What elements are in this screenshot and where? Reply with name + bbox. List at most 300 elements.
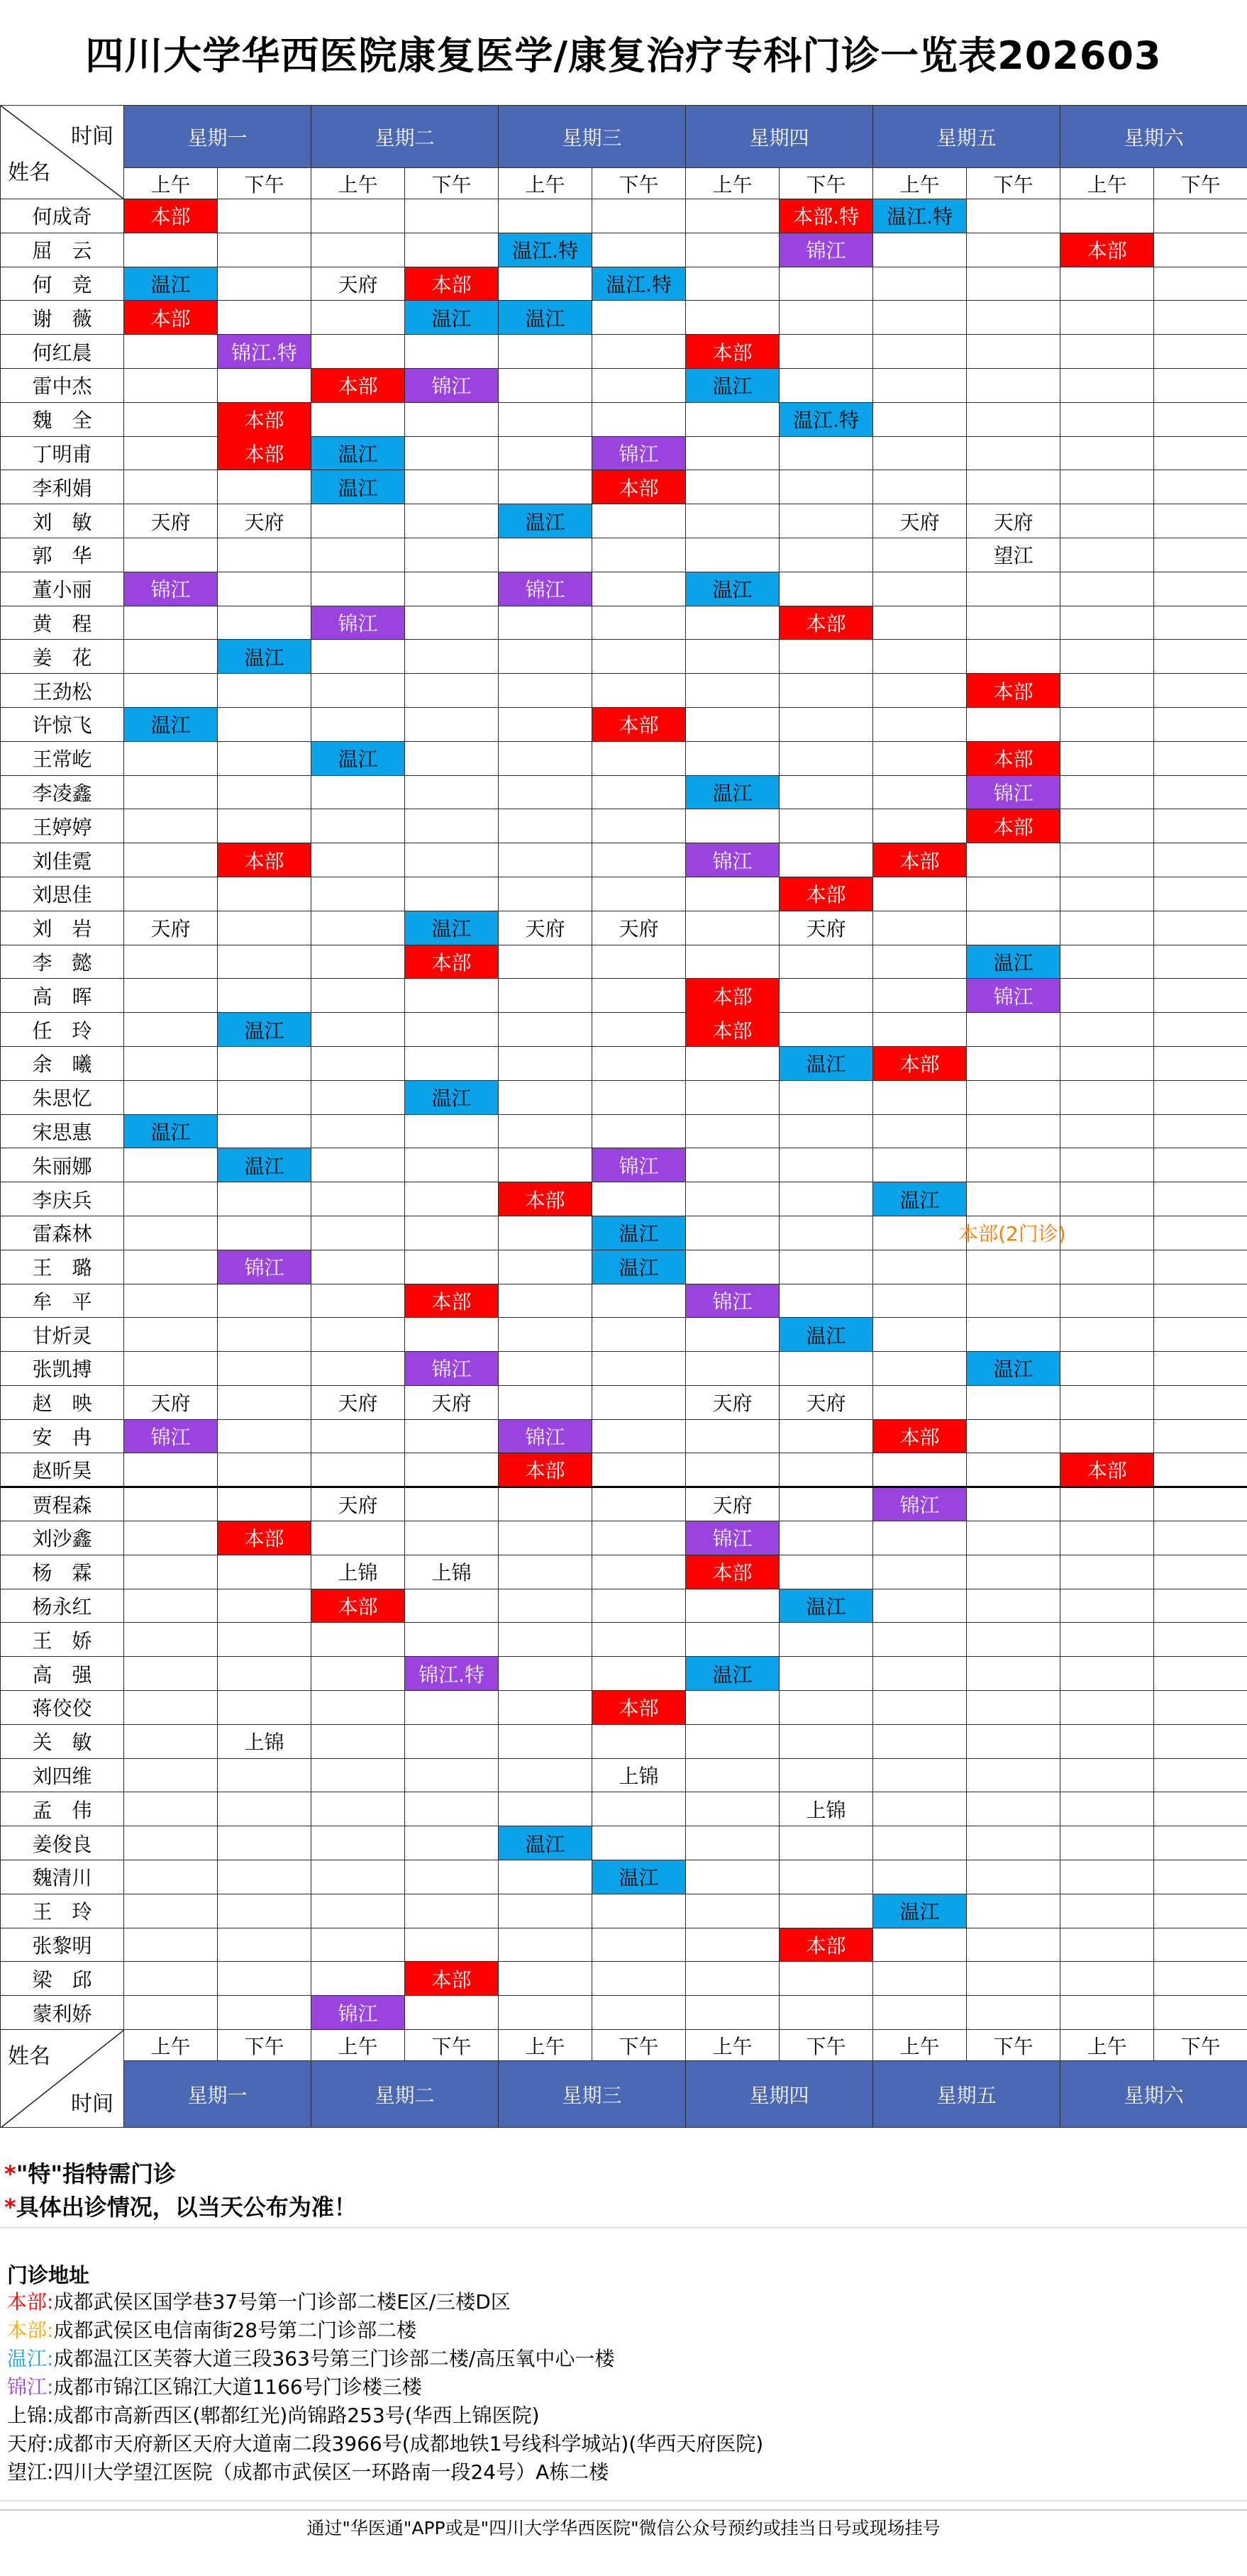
schedule-cell: 温江: [967, 1352, 1060, 1386]
schedule-cell: [967, 606, 1060, 640]
schedule-cell: [686, 707, 780, 741]
schedule-cell: [1154, 707, 1247, 741]
schedule-cell: [311, 1657, 405, 1691]
schedule-cell: [405, 775, 499, 809]
schedule-cell: [124, 1996, 218, 2030]
schedule-cell: [124, 674, 218, 708]
schedule-cell: [1154, 809, 1247, 843]
schedule-cell: [405, 1691, 499, 1725]
schedule-cell: 温江: [686, 775, 780, 809]
schedule-cell: [873, 707, 967, 741]
schedule-cell: [311, 843, 405, 877]
schedule-cell: [1154, 1013, 1247, 1047]
schedule-cell: [405, 640, 499, 674]
schedule-cell: [405, 1013, 499, 1047]
schedule-cell: [124, 1521, 218, 1555]
doctor-row: [1, 1148, 1247, 1182]
schedule-cell: [124, 335, 218, 369]
schedule-cell: [218, 301, 311, 335]
schedule-cell: [1154, 1318, 1247, 1352]
schedule-cell: [499, 1046, 592, 1080]
schedule-cell: [499, 1318, 592, 1352]
schedule-cell: [1154, 402, 1247, 436]
schedule-cell: [218, 1453, 311, 1487]
doctor-name: 何 竞: [1, 267, 124, 301]
schedule-cell: [780, 538, 873, 572]
schedule-cell: [1060, 741, 1154, 775]
schedule-cell: 锦江: [967, 979, 1060, 1013]
schedule-cell: 本部: [780, 606, 873, 640]
schedule-cell: [686, 470, 780, 504]
schedule-cell: [499, 1352, 592, 1386]
half-day-header: 上午: [124, 2030, 218, 2061]
schedule-cell: [499, 1724, 592, 1758]
schedule-cell: [499, 809, 592, 843]
schedule-cell: [967, 1724, 1060, 1758]
schedule-cell: [686, 402, 780, 436]
schedule-cell: [873, 640, 967, 674]
address-text: 四川大学望江医院（成都市武侯区一环路南一段24号）A栋二楼: [53, 2460, 609, 2484]
schedule-cell: [311, 945, 405, 979]
schedule-cell: [405, 1860, 499, 1894]
schedule-cell: [1154, 1114, 1247, 1148]
half-day-header: 下午: [967, 2030, 1060, 2061]
note-special: *"特"指特需门诊: [4, 2160, 177, 2187]
schedule-cell: 温江: [124, 1114, 218, 1148]
schedule-cell: [967, 911, 1060, 945]
schedule-cell: 锦江: [405, 368, 499, 402]
doctor-name: 雷中杰: [1, 368, 124, 402]
half-day-header: 下午: [1154, 168, 1247, 199]
schedule-cell: [1060, 1792, 1154, 1826]
half-day-header: 下午: [405, 168, 499, 199]
schedule-cell: [780, 1962, 873, 1996]
schedule-cell: [780, 674, 873, 708]
doctor-name: 李利娟: [1, 470, 124, 504]
schedule-cell: [1154, 1894, 1247, 1928]
schedule-cell: [218, 1623, 311, 1657]
schedule-cell: [780, 1691, 873, 1725]
schedule-cell: 温江: [780, 1589, 873, 1623]
doctor-row: [1, 233, 1247, 267]
schedule-cell: [686, 877, 780, 911]
schedule-cell: [405, 1894, 499, 1928]
schedule-cell: [592, 809, 686, 843]
schedule-cell: [1154, 979, 1247, 1013]
schedule-cell: [1154, 1826, 1247, 1860]
schedule-cell: [499, 1996, 592, 2030]
schedule-cell: [1060, 301, 1154, 335]
schedule-cell: [405, 504, 499, 538]
schedule-cell: 本部: [686, 335, 780, 369]
schedule-cell: [405, 335, 499, 369]
schedule-cell: [124, 1352, 218, 1386]
schedule-cell: [124, 1555, 218, 1589]
schedule-cell: 天府: [124, 911, 218, 945]
schedule-cell: [592, 233, 686, 267]
doctor-name: 刘四维: [1, 1758, 124, 1792]
schedule-cell: [780, 843, 873, 877]
schedule-cell: [405, 674, 499, 708]
schedule-cell: [499, 1691, 592, 1725]
schedule-cell: [967, 1182, 1060, 1216]
schedule-cell: [780, 1623, 873, 1657]
schedule-cell: 温江: [873, 1182, 967, 1216]
schedule-cell: [1060, 1318, 1154, 1352]
schedule-cell: [499, 1521, 592, 1555]
schedule-cell: [967, 1521, 1060, 1555]
half-day-header: 上午: [311, 168, 405, 199]
schedule-cell: [311, 877, 405, 911]
schedule-cell: 锦江: [967, 775, 1060, 809]
schedule-cell: [1060, 1046, 1154, 1080]
schedule-cell: 天府: [124, 1385, 218, 1419]
schedule-cell: 温江.特: [780, 402, 873, 436]
doctor-name: 朱丽娜: [1, 1148, 124, 1182]
day-header: 星期三: [499, 106, 686, 168]
schedule-cell: [780, 301, 873, 335]
schedule-cell: [1154, 538, 1247, 572]
schedule-cell: [686, 741, 780, 775]
schedule-cell: 本部: [780, 1928, 873, 1962]
doctor-name: 姜 花: [1, 640, 124, 674]
schedule-cell: [1060, 267, 1154, 301]
schedule-cell: [499, 741, 592, 775]
schedule-cell: [780, 1114, 873, 1148]
schedule-cell: [405, 1623, 499, 1657]
schedule-cell: [873, 911, 967, 945]
schedule-cell: 天府: [124, 504, 218, 538]
schedule-cell: [592, 1792, 686, 1826]
address-line: [7, 2428, 763, 2457]
doctor-row: [1, 1928, 1247, 1962]
address-line: [7, 2343, 614, 2372]
schedule-cell: 锦江: [405, 1352, 499, 1386]
doctor-name: 牟 平: [1, 1284, 124, 1318]
corner-header: [1, 2030, 124, 2128]
schedule-cell: 本部: [873, 1046, 967, 1080]
doctor-row: [1, 572, 1247, 606]
doctor-name: 姜俊良: [1, 1826, 124, 1860]
schedule-cell: [1060, 335, 1154, 369]
schedule-cell: [686, 1589, 780, 1623]
schedule-cell: [1154, 1419, 1247, 1453]
schedule-cell: [311, 979, 405, 1013]
schedule-cell: [873, 1691, 967, 1725]
schedule-cell: [686, 1623, 780, 1657]
schedule-cell: 温江: [592, 1216, 686, 1250]
booking-footer: 通过"华医通"APP或是"四川大学华西医院"微信公众号预约或挂当日号或现场挂号: [0, 2509, 1247, 2543]
schedule-cell: [124, 1826, 218, 1860]
doctor-name: 李 懿: [1, 945, 124, 979]
schedule-cell: [1060, 1996, 1154, 2030]
schedule-cell: [1154, 843, 1247, 877]
schedule-cell: [1060, 1148, 1154, 1182]
schedule-cell: [967, 1555, 1060, 1589]
schedule-cell: [967, 1758, 1060, 1792]
schedule-cell: [686, 436, 780, 470]
schedule-cell: [124, 741, 218, 775]
schedule-cell: [1154, 1521, 1247, 1555]
half-day-header: 上午: [1060, 168, 1154, 199]
schedule-cell: [1154, 1284, 1247, 1318]
schedule-cell: [686, 1419, 780, 1453]
doctor-name: 董小丽: [1, 572, 124, 606]
schedule-cell: [311, 504, 405, 538]
schedule-cell: [405, 606, 499, 640]
half-day-header: 下午: [1154, 2030, 1247, 2061]
schedule-cell: [686, 606, 780, 640]
schedule-cell: 锦江: [499, 1419, 592, 1453]
schedule-cell: [873, 1826, 967, 1860]
doctor-name: 贾程森: [1, 1487, 124, 1521]
schedule-cell: [592, 945, 686, 979]
schedule-cell: [873, 301, 967, 335]
schedule-cell: 天府: [780, 911, 873, 945]
half-day-header: 下午: [218, 168, 311, 199]
doctor-name: 王 娇: [1, 1623, 124, 1657]
schedule-cell: [686, 1148, 780, 1182]
schedule-cell: [124, 402, 218, 436]
schedule-cell: [967, 1318, 1060, 1352]
schedule-cell: [967, 1657, 1060, 1691]
schedule-cell: [686, 1792, 780, 1826]
schedule-cell: [124, 1318, 218, 1352]
schedule-cell: [218, 1182, 311, 1216]
address-label: 本部:: [7, 2290, 54, 2314]
schedule-cell: [124, 538, 218, 572]
schedule-cell: [405, 1792, 499, 1826]
schedule-cell: [1154, 1860, 1247, 1894]
schedule-cell: [405, 1724, 499, 1758]
schedule-cell: [405, 1046, 499, 1080]
schedule-cell: [499, 402, 592, 436]
schedule-cell: [780, 1758, 873, 1792]
schedule-cell: [499, 1962, 592, 1996]
schedule-cell: [218, 233, 311, 267]
doctor-name: 朱思忆: [1, 1080, 124, 1114]
schedule-cell: 天府: [967, 504, 1060, 538]
schedule-cell: [1060, 911, 1154, 945]
schedule-cell: 温江.特: [499, 233, 592, 267]
schedule-cell: [311, 1453, 405, 1487]
schedule-cell: [1060, 1284, 1154, 1318]
schedule-cell: [1060, 1521, 1154, 1555]
schedule-cell: [592, 1521, 686, 1555]
schedule-cell: [499, 1928, 592, 1962]
half-day-header: 下午: [405, 2030, 499, 2061]
divider: [0, 2227, 1247, 2228]
schedule-cell: [499, 979, 592, 1013]
doctor-name: 甘炘灵: [1, 1318, 124, 1352]
schedule-cell: [124, 979, 218, 1013]
schedule-cell: [311, 233, 405, 267]
schedule-cell: [592, 368, 686, 402]
schedule-cell: [1060, 470, 1154, 504]
schedule-cell: [499, 1657, 592, 1691]
schedule-cell: [873, 1996, 967, 2030]
doctor-name: 杨永红: [1, 1589, 124, 1623]
schedule-cell: [499, 1216, 592, 1250]
doctor-name: 刘 岩: [1, 911, 124, 945]
schedule-cell: [218, 368, 311, 402]
schedule-cell: [124, 1758, 218, 1792]
schedule-cell: 本部: [686, 1013, 780, 1047]
schedule-cell: [218, 1046, 311, 1080]
schedule-cell: [1154, 1792, 1247, 1826]
schedule-cell: 温江: [686, 572, 780, 606]
schedule-cell: [873, 1013, 967, 1047]
schedule-cell: [873, 1216, 967, 1250]
schedule-cell: 天府: [499, 911, 592, 945]
schedule-cell-label: 本部(2门诊): [958, 1222, 1066, 1246]
doctor-name: 张黎明: [1, 1928, 124, 1962]
schedule-cell: [1060, 1419, 1154, 1453]
schedule-table: [0, 105, 1247, 2128]
schedule-cell: 锦江: [686, 1521, 780, 1555]
schedule-cell: [218, 1114, 311, 1148]
doctor-name: 李凌鑫: [1, 775, 124, 809]
schedule-cell: [967, 1792, 1060, 1826]
doctor-name: 宋思惠: [1, 1114, 124, 1148]
doctor-name: 蒋佼佼: [1, 1691, 124, 1725]
schedule-cell: [592, 1623, 686, 1657]
schedule-cell: [873, 1148, 967, 1182]
schedule-cell: [405, 741, 499, 775]
schedule-cell: [499, 945, 592, 979]
schedule-cell: [592, 335, 686, 369]
schedule-cell: [686, 1114, 780, 1148]
schedule-cell: [311, 1284, 405, 1318]
schedule-cell: [499, 1758, 592, 1792]
schedule-cell: [967, 470, 1060, 504]
schedule-cell: [1154, 741, 1247, 775]
doctor-row: [1, 1080, 1247, 1114]
schedule-cell: [780, 1521, 873, 1555]
schedule-cell: [1154, 1996, 1247, 2030]
schedule-cell: [873, 1453, 967, 1487]
schedule-cell: [311, 538, 405, 572]
schedule-cell: [780, 1657, 873, 1691]
doctor-row: [1, 1894, 1247, 1928]
schedule-cell: [1154, 877, 1247, 911]
schedule-cell: [405, 877, 499, 911]
doctor-row: [1, 1758, 1247, 1792]
doctor-row: [1, 1013, 1247, 1047]
schedule-cell: 锦江: [124, 1419, 218, 1453]
schedule-cell: 锦江: [592, 436, 686, 470]
schedule-cell: [1154, 1928, 1247, 1962]
schedule-cell: [592, 1826, 686, 1860]
schedule-cell: [780, 436, 873, 470]
doctor-row: [1, 1691, 1247, 1725]
schedule-cell: [1154, 1080, 1247, 1114]
schedule-cell: [686, 1928, 780, 1962]
schedule-cell: [592, 1928, 686, 1962]
schedule-cell: [686, 1724, 780, 1758]
schedule-cell: [686, 199, 780, 233]
doctor-name: 杨 霖: [1, 1555, 124, 1589]
schedule-cell: [1154, 301, 1247, 335]
schedule-cell: [499, 843, 592, 877]
schedule-cell: [1060, 368, 1154, 402]
schedule-cell: [124, 470, 218, 504]
schedule-cell: [124, 1013, 218, 1047]
schedule-cell: [1154, 606, 1247, 640]
schedule-cell: [780, 470, 873, 504]
schedule-cell: 天府: [405, 1385, 499, 1419]
schedule-cell: 锦江: [218, 1250, 311, 1284]
schedule-cell: [1154, 199, 1247, 233]
doctor-row: [1, 335, 1247, 369]
schedule-cell: [124, 1589, 218, 1623]
schedule-cell: [499, 368, 592, 402]
schedule-cell: [1060, 1724, 1154, 1758]
schedule-cell: [124, 1724, 218, 1758]
schedule-cell: [1060, 1962, 1154, 1996]
schedule-cell: 望江: [967, 538, 1060, 572]
schedule-cell: [1154, 1589, 1247, 1623]
schedule-cell: [686, 1182, 780, 1216]
address-label: 天府:: [7, 2432, 54, 2455]
schedule-cell: 温江: [686, 368, 780, 402]
schedule-cell: [873, 1284, 967, 1318]
schedule-cell: [1154, 1046, 1247, 1080]
schedule-cell: [218, 1216, 311, 1250]
schedule-cell: [686, 674, 780, 708]
schedule-cell: 本部: [311, 1589, 405, 1623]
schedule-cell: [311, 1792, 405, 1826]
schedule-cell: [873, 1521, 967, 1555]
doctor-name: 王 璐: [1, 1250, 124, 1284]
schedule-cell: [967, 1284, 1060, 1318]
schedule-cell: 天府: [686, 1487, 780, 1521]
schedule-cell: [218, 1860, 311, 1894]
schedule-cell: [873, 979, 967, 1013]
schedule-cell: [873, 1623, 967, 1657]
address-label: 望江:: [7, 2460, 54, 2484]
schedule-cell: [499, 199, 592, 233]
schedule-cell: [686, 1352, 780, 1386]
schedule-cell: [1060, 1114, 1154, 1148]
doctor-row: [1, 911, 1247, 945]
schedule-cell: 温江: [873, 1894, 967, 1928]
half-day-header: 下午: [780, 168, 873, 199]
schedule-cell: [780, 1860, 873, 1894]
schedule-cell: 锦江: [780, 233, 873, 267]
schedule-cell: [873, 775, 967, 809]
schedule-cell: [780, 1013, 873, 1047]
schedule-cell: [311, 335, 405, 369]
doctor-row: [1, 368, 1247, 402]
doctor-name: 何成奇: [1, 199, 124, 233]
schedule-cell: [780, 267, 873, 301]
schedule-cell: [780, 1996, 873, 2030]
schedule-cell: [499, 1385, 592, 1419]
schedule-cell: [311, 1013, 405, 1047]
schedule-cell: [311, 640, 405, 674]
schedule-cell: 上锦: [780, 1792, 873, 1826]
address-label: 锦江:: [7, 2375, 54, 2399]
schedule-cell: [780, 1284, 873, 1318]
schedule-cell: 温江: [405, 1080, 499, 1114]
schedule-cell: [1154, 504, 1247, 538]
schedule-cell: [499, 775, 592, 809]
schedule-cell: [873, 1250, 967, 1284]
schedule-cell: [592, 538, 686, 572]
schedule-cell: [592, 1182, 686, 1216]
doctor-name: 王常屹: [1, 741, 124, 775]
